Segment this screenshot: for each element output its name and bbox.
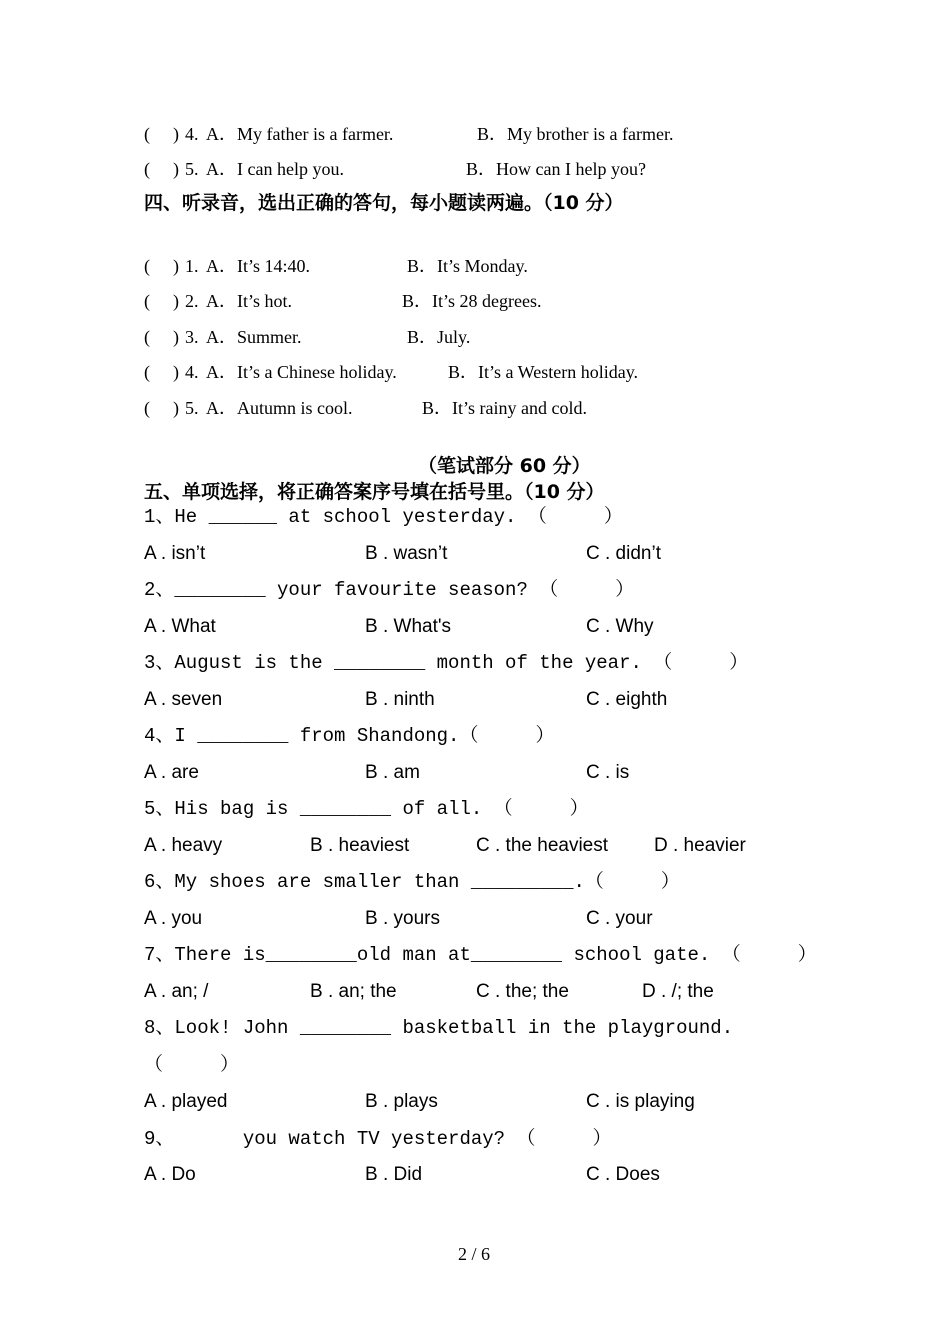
answer-paren-close: )	[173, 256, 179, 276]
option-b: B．July.	[407, 327, 471, 347]
option-a: A．My father is a farmer.	[206, 124, 394, 144]
answer-paren-open[interactable]: (	[144, 398, 150, 418]
question-1: 1、He ______ at school yesterday. （ ）	[144, 506, 623, 528]
answer-paren-open[interactable]: (	[144, 124, 150, 144]
question-7: 7、There is________old man at________ school gate. （ ）	[144, 944, 817, 966]
question-8-answer-paren[interactable]: （ ）	[144, 1054, 240, 1076]
question-3: 3、August is the ________ month of the year. （ ）	[144, 652, 749, 674]
option-2b: B . What's	[365, 616, 451, 637]
option-7a: A . an; /	[144, 981, 209, 1002]
option-6a: A . you	[144, 908, 203, 929]
option-1a: A . isn’t	[144, 543, 206, 564]
item-number: 3.	[185, 327, 199, 347]
answer-paren-open[interactable]: (	[144, 159, 150, 179]
option-a: A．It’s hot.	[206, 291, 293, 311]
option-b: B．How can I help you?	[466, 159, 646, 179]
option-2c: C . Why	[586, 616, 654, 637]
answer-paren-close: )	[173, 159, 179, 179]
option-9b: B . Did	[365, 1164, 423, 1185]
option-a: A．It’s a Chinese holiday.	[206, 362, 397, 382]
option-b: B．It’s 28 degrees.	[402, 291, 542, 311]
page-number: 2 / 6	[458, 1244, 491, 1264]
option-7b: B . an; the	[310, 981, 397, 1002]
option-a: A．Summer.	[206, 327, 302, 347]
answer-paren-close: )	[173, 291, 179, 311]
item-number: 5.	[185, 398, 199, 418]
option-1c: C . didn’t	[586, 543, 661, 564]
option-9c: C . Does	[586, 1164, 660, 1185]
option-4b: B . am	[365, 762, 420, 783]
option-a: A．It’s 14:40.	[206, 256, 311, 276]
answer-paren-close: )	[173, 362, 179, 382]
option-8c: C . is playing	[586, 1091, 695, 1112]
option-8a: A . played	[144, 1091, 228, 1112]
option-2a: A . What	[144, 616, 216, 637]
option-9a: A . Do	[144, 1164, 196, 1185]
question-6: 6、My shoes are smaller than _________.（ ）	[144, 871, 680, 893]
option-1b: B . wasn’t	[365, 543, 448, 564]
item-number: 4.	[185, 362, 199, 382]
answer-paren-open[interactable]: (	[144, 256, 150, 276]
section4-title: 四、听录音，选出正确的答句，每小题读两遍。（10 分）	[144, 192, 624, 214]
option-6b: B . yours	[365, 908, 440, 929]
question-9: 9、 you watch TV yesterday? （ ）	[144, 1128, 612, 1150]
answer-paren-open[interactable]: (	[144, 291, 150, 311]
option-6c: C . your	[586, 908, 653, 929]
option-3a: A . seven	[144, 689, 223, 710]
option-7c: C . the; the	[476, 981, 569, 1002]
item-number: 1.	[185, 256, 199, 276]
question-4: 4、I ________ from Shandong.（ ）	[144, 725, 555, 747]
option-4c: C . is	[586, 762, 630, 783]
answer-paren-open[interactable]: (	[144, 327, 150, 347]
option-5c: C . the heaviest	[476, 835, 609, 856]
option-a: A．Autumn is cool.	[206, 398, 353, 418]
item-number: 4.	[185, 124, 199, 144]
option-b: B．My brother is a farmer.	[477, 124, 674, 144]
question-2: 2、________ your favourite season? （ ）	[144, 579, 635, 601]
section5-title: 五、单项选择，将正确答案序号填在括号里。（10 分）	[144, 481, 605, 503]
option-3c: C . eighth	[586, 689, 668, 710]
option-b: B．It’s a Western holiday.	[448, 362, 639, 382]
option-5a: A . heavy	[144, 835, 223, 856]
option-3b: B . ninth	[365, 689, 435, 710]
item-number: 2.	[185, 291, 199, 311]
question-5: 5、His bag is ________ of all. （ ）	[144, 798, 589, 820]
option-7d: D . /; the	[642, 981, 714, 1002]
option-4a: A . are	[144, 762, 199, 783]
option-a: A．I can help you.	[206, 159, 344, 179]
written-part-heading: （笔试部分 60 分）	[418, 455, 591, 477]
question-8: 8、Look! John ________ basketball in the playground.	[144, 1017, 734, 1039]
answer-paren-close: )	[173, 327, 179, 347]
answer-paren-close: )	[173, 398, 179, 418]
option-5b: B . heaviest	[310, 835, 410, 856]
answer-paren-close: )	[173, 124, 179, 144]
option-8b: B . plays	[365, 1091, 438, 1112]
option-b: B．It’s Monday.	[407, 256, 528, 276]
option-b: B．It’s rainy and cold.	[422, 398, 587, 418]
item-number: 5.	[185, 159, 199, 179]
answer-paren-open[interactable]: (	[144, 362, 150, 382]
option-5d: D . heavier	[654, 835, 746, 856]
